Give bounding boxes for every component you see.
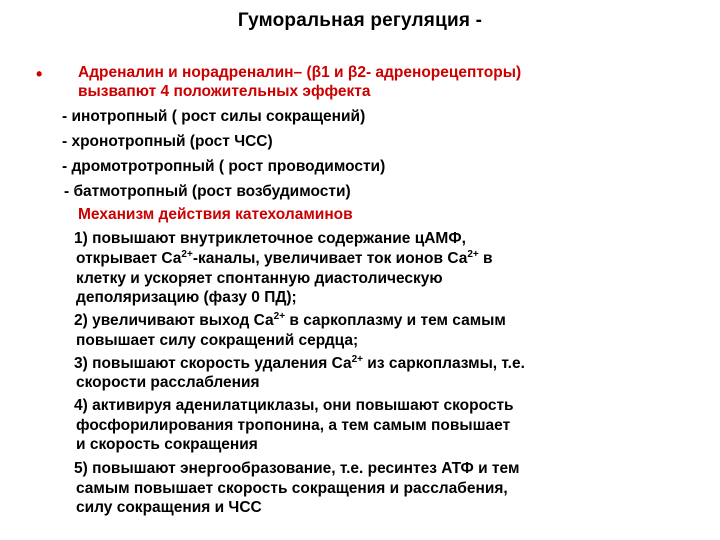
- text-line-8: 1) повышают внутриклеточное содержание цАМФ,: [74, 230, 466, 247]
- text-line-12: [74, 312, 506, 330]
- text-fragment: -каналы, увеличивает ток ионов Са: [192, 250, 468, 267]
- text-fragment: в саркоплазму и тем самым: [285, 312, 506, 329]
- superscript: 2+: [181, 248, 193, 260]
- text-line-13: повышает силу сокращений сердца;: [76, 332, 359, 349]
- text-line-6: - батмотропный (рост возбудимости): [64, 183, 351, 200]
- bullet-marker: •: [36, 64, 43, 84]
- text-line-20: самым повышает скорость сокращения и расслабения,: [76, 480, 508, 497]
- text-fragment: 3) повышают скорость удаления Са: [74, 355, 352, 372]
- text-line-9: [76, 250, 493, 268]
- text-line-18: и скорость сокращения: [76, 436, 258, 453]
- text-line-10: клетку и ускоряет спонтанную диастолическую: [76, 270, 443, 287]
- text-line-15: скорости расслабления: [76, 374, 260, 391]
- text-line-19: 5) повышают энергообразование, т.е. ресинтез АТФ и тем: [74, 460, 520, 477]
- text-line-16: 4) активируя аденилатциклазы, они повышают скорость: [74, 397, 514, 414]
- text-line-2: вызвапют 4 положительных эффекта: [78, 83, 371, 100]
- text-line-21: силу сокращения и ЧСС: [76, 499, 262, 516]
- text-fragment: открывает Са: [76, 250, 182, 267]
- superscript: 2+: [467, 248, 479, 260]
- text-line-1: Адреналин и норадреналин– (β1 и β2- адренорецепторы): [78, 64, 522, 81]
- text-fragment: 2) увеличивают выход Са: [74, 312, 274, 329]
- text-line-17: фосфорилирования тропонина, а тем самым повышает: [76, 417, 511, 434]
- page-title: Гуморальная регуляция -: [237, 10, 483, 31]
- mechanism-heading: Механизм действия катехоламинов: [78, 206, 353, 223]
- superscript: 2+: [351, 353, 363, 365]
- text-line-14: [74, 355, 525, 373]
- text-line-11: деполяризацию (фазу 0 ПД);: [76, 289, 297, 306]
- text-line-4: - хронотропный (рост ЧСС): [62, 133, 273, 150]
- text-fragment: в: [478, 250, 493, 267]
- superscript: 2+: [273, 310, 286, 322]
- text-fragment: из саркоплазмы, т.е.: [363, 355, 525, 372]
- text-line-5: - дромотротропный ( рост проводимости): [62, 158, 386, 175]
- text-line-3: - инотропный ( рост силы сокращений): [62, 108, 366, 125]
